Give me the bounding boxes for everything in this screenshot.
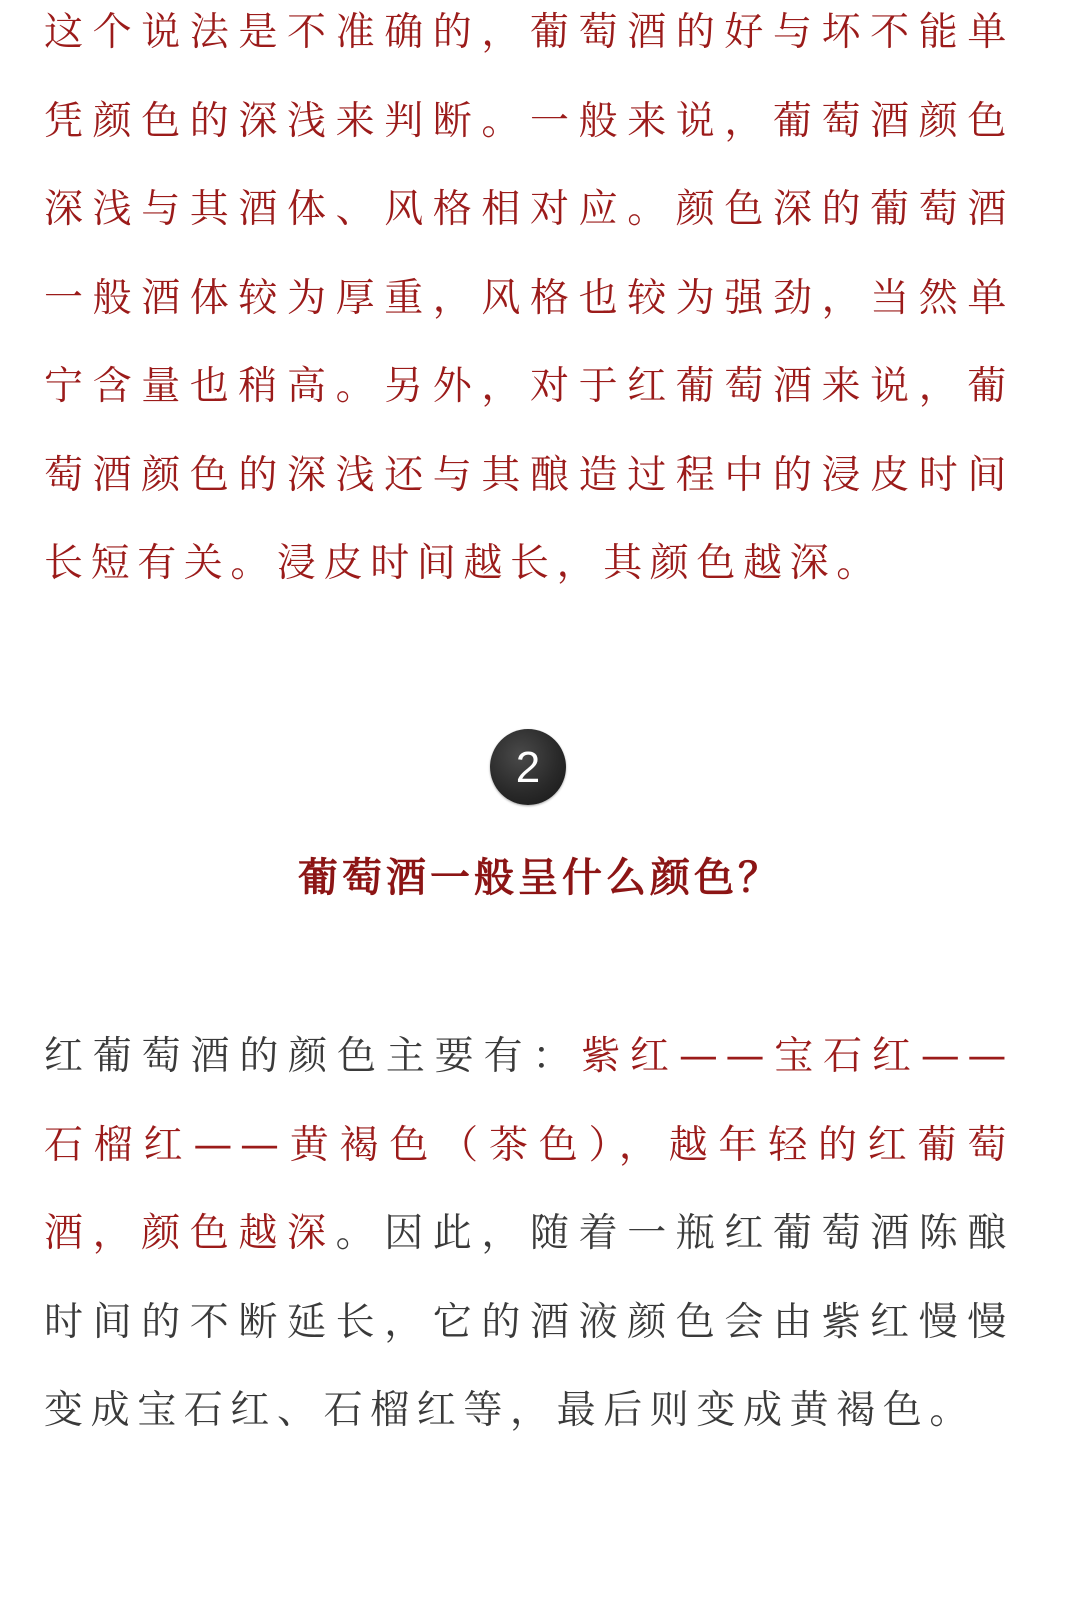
paragraph-rest: 。因此，随着一瓶红葡萄酒陈酿时间的不断延长，它的酒液颜色会由紫红慢慢变成宝石红、石榴红等，最后则变成黄褐色。 — [44, 1211, 1014, 1433]
intro-paragraph: 这个说法是不准确的，葡萄酒的好与坏不能单凭颜色的深浅来判断。一般来说，葡萄酒颜色深浅与其酒体、风格相对应。颜色深的葡萄酒一般酒体较为厚重，风格也较为强劲，当然单宁含量也稍高。另外，对于红葡萄酒来说，葡萄酒颜色的深浅还与其酿造过程中的浸皮时间长短有关。浸皮时间越长，其颜色越深。 — [44, 10, 1014, 586]
section-title: 葡萄酒一般呈什么颜色？ — [298, 855, 782, 901]
color-description-paragraph — [44, 1013, 1014, 1456]
section-number-badge — [490, 729, 566, 805]
color-sequence-highlight: 紫红——宝石红——石榴红——黄褐色（茶色），越年轻的红葡萄酒，颜色越深 — [44, 1034, 1014, 1256]
paragraph-lead: 红葡萄酒的颜色主要有： — [44, 1034, 582, 1079]
section-number: 2 — [515, 742, 541, 792]
